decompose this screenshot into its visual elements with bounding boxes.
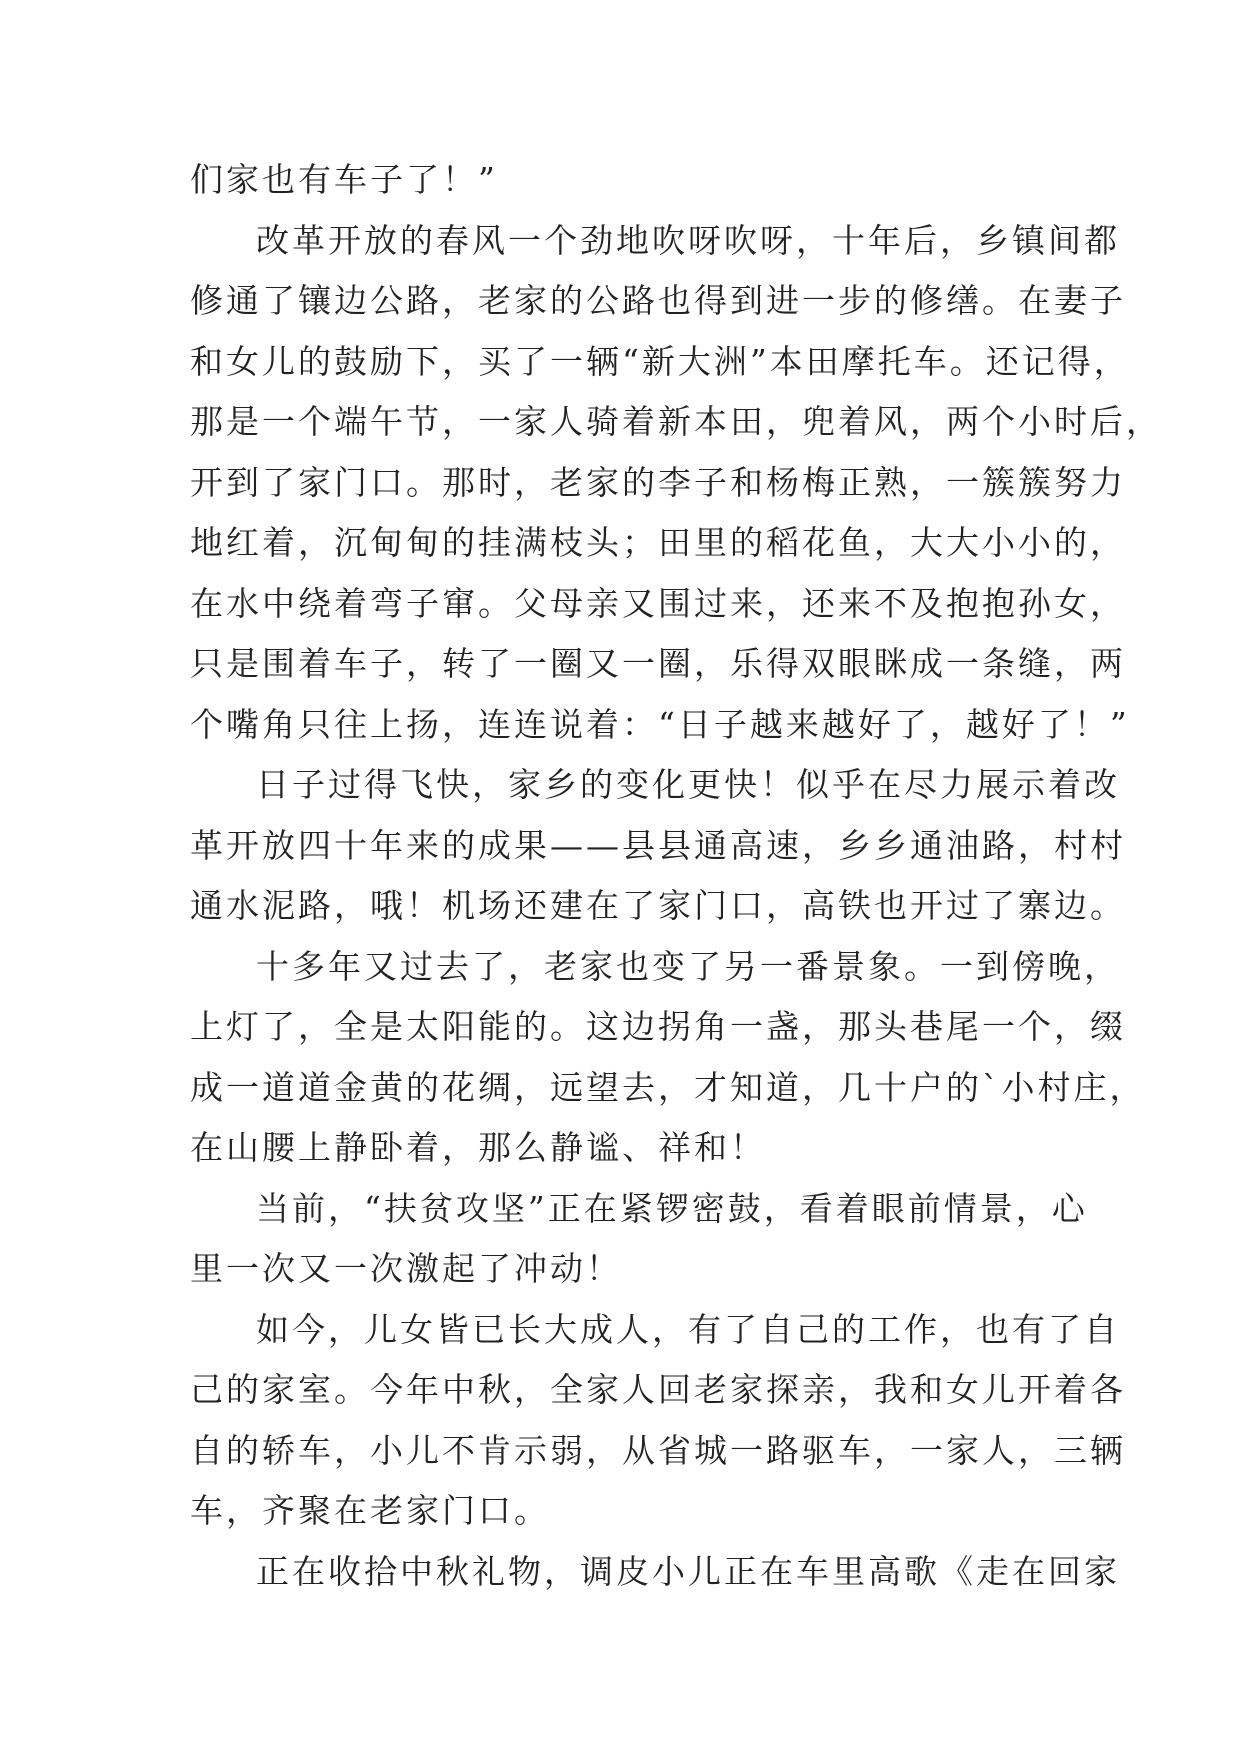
document-body-text: [190, 150, 1162, 1602]
text-line: 车，齐聚在老家门口。: [190, 1491, 550, 1530]
paragraph-first-line: 正在收拾中秋礼物，调皮小儿正在车里高歌《走在回家: [256, 1551, 1120, 1591]
text-line: 那是一个端午节，一家人骑着新本田，兜着风，两个小时后，: [190, 402, 1162, 441]
text-line: 通水泥路，哦！机场还建在了家门口，高铁也开过了寨边。: [190, 886, 1126, 925]
text-line: 开到了家门口。那时，老家的李子和杨梅正熟，一簇簇努力: [190, 462, 1126, 502]
text-line: 在山腰上静卧着，那么静谧、祥和！: [190, 1128, 766, 1167]
text-line: 己的家室。今年中秋，全家人回老家探亲，我和女儿开着各: [190, 1370, 1126, 1409]
text-line: 上灯了，全是太阳能的。这边拐角一盏，那头巷尾一个，缀: [190, 1007, 1126, 1046]
text-line: 个嘴角只往上扬，连连说着：“日子越来越好了，越好了！”: [190, 704, 1130, 744]
text-line: 修通了镶边公路，老家的公路也得到进一步的修缮。在妻子: [190, 281, 1126, 320]
text-line: 成一道道金黄的花绸，远望去，才知道，几十户的`小村庄，: [190, 1067, 1146, 1107]
paragraph-first-line: 当前，“扶贫攻坚”正在紧锣密鼓，看着眼前情景，心: [256, 1188, 1088, 1228]
paragraph-first-line: 日子过得飞快，家乡的变化更快！似乎在尽力展示着改: [256, 765, 1120, 804]
text-line: 革开放四十年来的成果——县县通高速，乡乡通油路，村村: [190, 825, 1126, 865]
text-line: 在水中绕着弯子窜。父母亲又围过来，还来不及抱抱孙女，: [190, 583, 1126, 623]
text-line: 和女儿的鼓励下，买了一辆“新大洲”本田摩托车。还记得，: [190, 341, 1130, 381]
paragraph-first-line: 如今，儿女皆已长大成人，有了自己的工作，也有了自: [256, 1309, 1120, 1349]
text-line: 里一次又一次激起了冲动！: [190, 1249, 622, 1288]
text-line: 地红着，沉甸甸的挂满枝头；田里的稻花鱼，大大小小的，: [190, 523, 1126, 562]
paragraph-first-line: 改革开放的春风一个劲地吹呀吹呀，十年后，乡镇间都: [256, 220, 1120, 260]
paragraph-first-line: 十多年又过去了，老家也变了另一番景象。一到傍晚，: [256, 946, 1120, 986]
text-line: 自的轿车，小儿不肯示弱，从省城一路驱车，一家人，三辆: [190, 1430, 1126, 1470]
text-line: 们家也有车子了！”: [190, 160, 498, 199]
text-line: 只是围着车子，转了一圈又一圈，乐得双眼眯成一条缝，两: [190, 644, 1126, 683]
